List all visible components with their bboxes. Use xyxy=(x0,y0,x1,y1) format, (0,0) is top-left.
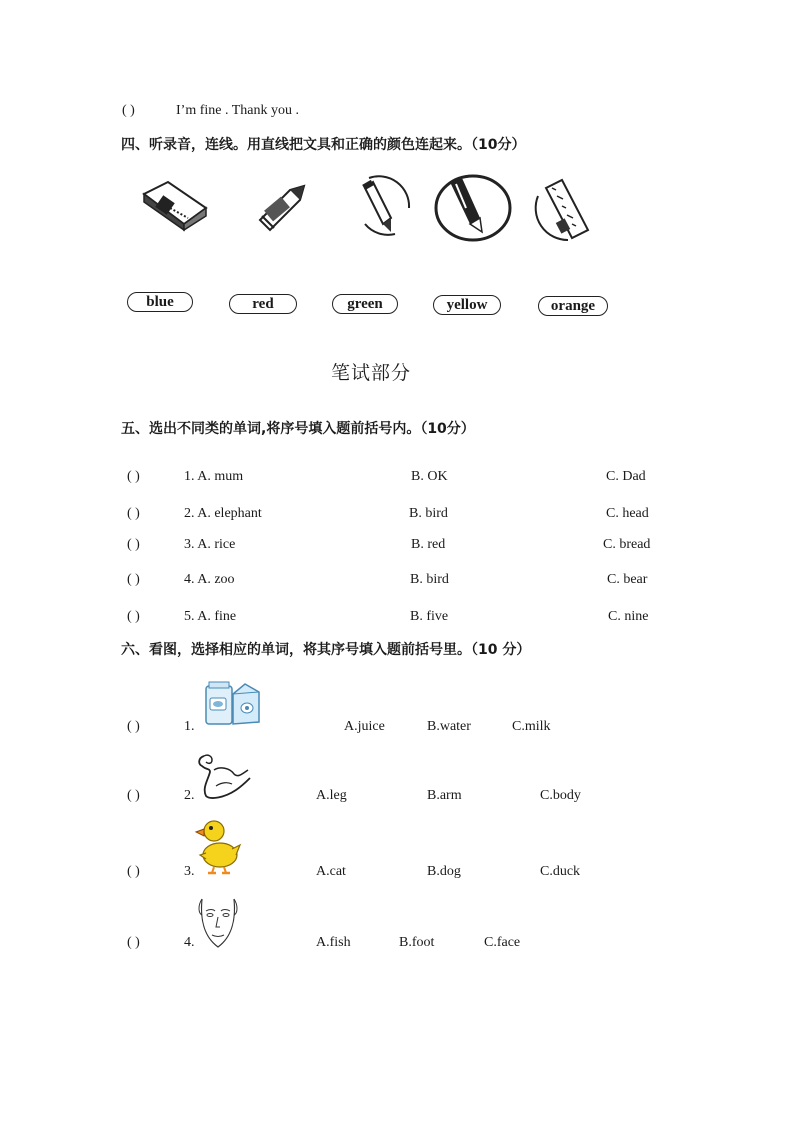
option-c: C. bear xyxy=(607,572,648,587)
answer-paren[interactable]: ( ) xyxy=(127,788,140,803)
option-b: B. bird xyxy=(409,506,448,521)
face-icon xyxy=(196,893,240,951)
option-a: 1. A. mum xyxy=(184,469,244,484)
answer-paren[interactable]: ( ) xyxy=(127,537,140,552)
answer-paren[interactable]: ( ) xyxy=(127,572,140,587)
option-b: B.arm xyxy=(427,788,462,803)
crayon-icon xyxy=(250,180,310,230)
option-b: B. OK xyxy=(411,469,448,484)
color-pill-orange[interactable]: orange xyxy=(538,296,608,316)
answer-paren[interactable]: ( ) xyxy=(127,469,140,484)
question-number: 1. xyxy=(184,719,195,734)
section6-heading: 六、看图，选择相应的单词，将其序号填入题前括号里。（10 分） xyxy=(121,642,531,658)
color-pill-green[interactable]: green xyxy=(332,294,398,314)
option-b: B. red xyxy=(411,537,446,552)
option-b: B.foot xyxy=(399,935,435,950)
color-pill-red[interactable]: red xyxy=(229,294,297,314)
option-a: A.cat xyxy=(316,864,346,879)
option-a: A.juice xyxy=(344,719,385,734)
option-a: 3. A. rice xyxy=(184,537,236,552)
option-b: B.water xyxy=(427,719,471,734)
question-number: 2. xyxy=(184,788,195,803)
arm-icon xyxy=(196,750,252,802)
option-b: B.dog xyxy=(427,864,461,879)
question-number: 3. xyxy=(184,864,195,879)
color-pill-blue[interactable]: blue xyxy=(127,292,193,312)
answer-paren[interactable]: ( ) xyxy=(127,935,140,950)
question-number: 4. xyxy=(184,935,195,950)
dialog-line: I’m fine . Thank you . xyxy=(176,103,299,118)
color-pill-yellow[interactable]: yellow xyxy=(433,295,501,315)
pencil-icon xyxy=(355,174,413,238)
option-c: C.body xyxy=(540,788,581,803)
option-c: C. Dad xyxy=(606,469,646,484)
answer-paren[interactable]: ( ) xyxy=(127,609,140,624)
option-c: C. head xyxy=(606,506,649,521)
section4-heading: 四、听录音，连线。用直线把文具和正确的颜色连起来。（10分） xyxy=(121,137,526,153)
answer-paren: ( ) xyxy=(122,103,135,118)
milk-carton-icon xyxy=(203,680,261,726)
option-a: 2. A. elephant xyxy=(184,506,262,521)
option-c: C.milk xyxy=(512,719,551,734)
option-c: C.face xyxy=(484,935,521,950)
option-c: C. bread xyxy=(603,537,651,552)
option-b: B. bird xyxy=(410,572,449,587)
option-a: A.leg xyxy=(316,788,347,803)
duck-icon xyxy=(196,815,242,877)
answer-paren[interactable]: ( ) xyxy=(127,506,140,521)
option-a: A.fish xyxy=(316,935,351,950)
written-part-title: 笔试部分 xyxy=(331,362,412,384)
option-c: C.duck xyxy=(540,864,581,879)
pen-icon xyxy=(434,174,512,242)
option-a: 4. A. zoo xyxy=(184,572,235,587)
option-a: 5. A. fine xyxy=(184,609,237,624)
answer-paren[interactable]: ( ) xyxy=(127,864,140,879)
answer-paren[interactable]: ( ) xyxy=(127,719,140,734)
eraser-icon xyxy=(140,180,210,232)
option-b: B. five xyxy=(410,609,449,624)
option-c: C. nine xyxy=(608,609,649,624)
ruler-icon xyxy=(528,176,594,242)
section5-heading: 五、选出不同类的单词,将序号填入题前括号内。（10分） xyxy=(121,421,475,437)
